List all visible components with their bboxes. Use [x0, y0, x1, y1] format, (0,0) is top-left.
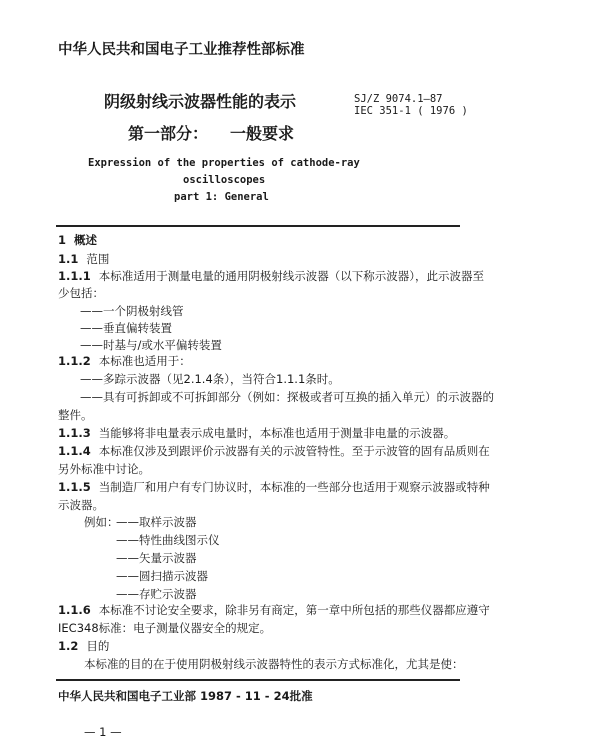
- clause-1-1-4-cont: 另外标准中讨论。: [58, 462, 150, 476]
- footer-divider: [56, 679, 460, 681]
- clause-1-1-1-cont: 少包括：: [58, 286, 104, 300]
- document-title-en-line1: Expression of the properties of cathode-ray: [88, 157, 360, 169]
- iec-code: IEC 351-1 ( 1976 ): [354, 105, 468, 117]
- document-title-en-line3: part 1: General: [174, 191, 269, 203]
- list-item: ——特性曲线图示仪: [116, 533, 220, 547]
- clause-1-1-2: 1.1.2 本标准也适用于：: [58, 354, 191, 368]
- clause-1-1-6-cont: IEC348标准：电子测量仪器安全的规定。: [58, 621, 272, 635]
- page-number: — 1 —: [84, 725, 122, 739]
- clause-1-1-3: 1.1.3 当能够将非电量表示成电量时，本标准也适用于测量非电量的示波器。: [58, 426, 456, 440]
- list-item: ——时基与/或水平偏转装置: [80, 338, 222, 352]
- list-item: ——圆扫描示波器: [116, 569, 208, 583]
- list-item: ——矢量示波器: [116, 551, 197, 565]
- document-title-en-line2: oscilloscopes: [183, 174, 266, 186]
- clause-1-1-5-cont: 示波器。: [58, 498, 104, 512]
- part-name-cn: 一般要求: [230, 124, 295, 143]
- org-standard-heading: 中华人民共和国电子工业推荐性部标准: [58, 42, 305, 58]
- clause-1-1-4: 1.1.4 本标准仅涉及到跟评价示波器有关的示波管特性。至于示波管的固有品质则在: [58, 444, 490, 458]
- list-item: ——多踪示波器（见2.1.4条），当符合1.1.1条时。: [80, 372, 340, 386]
- list-item: ——垂直偏转装置: [80, 321, 172, 335]
- clause-1-1-6: 1.1.6 本标准不讨论安全要求，除非另有商定，第一章中所包括的那些仪器都应遵守: [58, 603, 490, 617]
- example-label: 例如：: [84, 515, 119, 529]
- list-item: ——具有可拆卸或不可拆卸部分（例如：探极或者可互换的插入单元）的示波器的: [80, 390, 494, 404]
- section-1-2-heading: 1.2 目的: [58, 639, 110, 653]
- clause-1-1-1: 1.1.1 本标准适用于测量电量的通用阴极射线示波器（以下称示波器），此示波器至: [58, 269, 484, 283]
- section-1-2-text: 本标准的目的在于使用阴极射线示波器特性的表示方式标准化，尤其是使：: [84, 657, 464, 671]
- list-item: ——一个阴极射线管: [80, 304, 184, 318]
- standard-code: SJ/Z 9074.1—87: [354, 93, 443, 105]
- approval-line: 中华人民共和国电子工业部 1987 - 11 - 24批准: [58, 689, 313, 703]
- section-1-heading: 1 概述: [58, 233, 98, 247]
- section-1-1-heading: 1.1 范围: [58, 252, 110, 266]
- part-title-cn: [128, 124, 294, 144]
- part-number-cn: 第一部分：: [128, 124, 209, 143]
- list-item: ——取样示波器: [116, 515, 197, 529]
- clause-1-1-5: 1.1.5 当制造厂和用户有专门协议时，本标准的一些部分也适用于观察示波器或特种: [58, 480, 490, 494]
- list-item-cont: 整件。: [58, 408, 93, 422]
- document-title-cn: 阴级射线示波器性能的表示: [104, 92, 297, 111]
- header-divider: [56, 225, 460, 227]
- list-item: ——存贮示波器: [116, 587, 197, 601]
